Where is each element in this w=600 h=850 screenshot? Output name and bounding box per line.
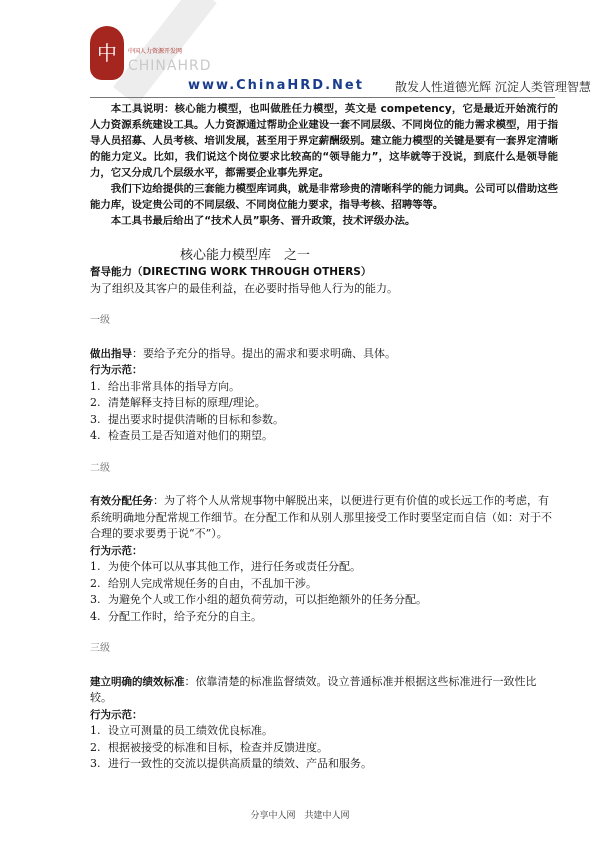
list-item: 1. 设立可测量的员工绩效优良标准。 bbox=[90, 724, 273, 737]
intro-paragraph-2: 我们下边给提供的三套能力模型库词典，就是非常珍贵的清晰科学的能力词典。公司可以借助这些能力库，设定贵公司的不同层级、不同岗位能力要求，指导考核、招聘等等。 bbox=[90, 183, 558, 211]
header-rule bbox=[90, 97, 555, 98]
logo-watermark: CHINAHRD bbox=[128, 58, 212, 74]
list-item: 1. 为使个体可以从事其他工作，进行任务或责任分配。 bbox=[90, 560, 361, 573]
list-item: 4. 检查员工是否知道对他们的期望。 bbox=[90, 429, 273, 442]
behavior-label: 行为示范： bbox=[90, 544, 143, 557]
level-label: 二级 bbox=[90, 462, 110, 474]
intro-paragraph-3: 本工具书最后给出了“技术人员”职务、晋升政策，技术评级办法。 bbox=[110, 215, 416, 227]
level-description: 建立明确的绩效标准：依靠清楚的标准监督绩效。设立普通标准并根据这些标准进行一致性比较。 bbox=[90, 674, 537, 704]
list-item: 2. 给别人完成常规任务的自由，不乱加干涉。 bbox=[90, 576, 317, 590]
list-item: 3. 提出要求时提供清晰的目标和参数。 bbox=[90, 412, 284, 426]
level-label: 一级 bbox=[90, 315, 110, 326]
list-item: 1. 给出非常具体的指导方向。 bbox=[90, 379, 240, 393]
level-term: 有效分配任务 bbox=[90, 495, 153, 507]
page-footer: 分享中人网 共建中人网 bbox=[250, 811, 350, 821]
site-url[interactable]: www.ChinaHRD.Net bbox=[188, 78, 364, 93]
page-header bbox=[0, 0, 600, 119]
level-description: 有效分配任务：为了将个人从常规事物中解脱出来，以便进行更有价值的或长远工作的考虑，有系统明确地分配常规工作细节。在分配工作和从别人那里接受工作时要坚定而自信（如：对于不合理的要求要勇于说“不”）。 bbox=[90, 494, 552, 540]
list-item: 3. 为避免个人或工作小组的超负荷劳动，可以拒绝额外的任务分配。 bbox=[90, 593, 427, 606]
list-item: 3. 进行一致性的交流以提供高质量的绩效、产品和服务。 bbox=[90, 757, 372, 770]
competency-title: 督导能力（DIRECTING WORK THROUGH OTHERS） bbox=[90, 266, 372, 278]
level-description: 做出指导：要给予充分的指导。提出的需求和要求明确、具体。 bbox=[90, 346, 396, 360]
tool-intro bbox=[90, 101, 558, 229]
list-item: 2. 根据被接受的标准和目标，检查并反馈进度。 bbox=[90, 740, 328, 754]
behavior-list bbox=[90, 723, 558, 773]
behavior-label: 行为示范： bbox=[90, 708, 143, 721]
list-item: 4. 分配工作时，给予充分的自主。 bbox=[90, 609, 262, 623]
behavior-list bbox=[90, 559, 558, 625]
intro-paragraph-1: 本工具说明：核心能力模型，也叫做胜任力模型，英文是 competency，它是最近开始流行的人力资源系统建设工具。人力资源通过帮助企业建设一套不同层级、不同岗位的能力需求模型，用于指导人员招募、人员考核、培训发展，甚至用于界定薪酬级别。建立能力模型的关键是要有一套界定清晰的能力定义。比如，我们说这个岗位要求比较高的“领导能力”，这毕就等于没说，到底什么是领导能力，它又分成几个层级水平，都需要企业事先界定。 bbox=[90, 103, 558, 179]
level-term: 建立明确的绩效标准 bbox=[90, 675, 185, 688]
site-slogan: 散发人性道德光辉 沉淀人类管理智慧 bbox=[395, 80, 591, 94]
list-item: 2. 清楚解释支持目标的原理/理论。 bbox=[90, 396, 266, 409]
competency-definition: 为了组织及其客户的最佳利益，在必要时指导他人行为的能力。 bbox=[90, 281, 398, 295]
chinahrd-logo: 中人 bbox=[90, 26, 124, 80]
behavior-list bbox=[90, 379, 558, 445]
level-label: 三级 bbox=[90, 643, 110, 654]
behavior-label: 行为示范： bbox=[90, 364, 143, 376]
library-title: 核心能力模型库 之一 bbox=[180, 248, 311, 263]
level-term: 做出指导 bbox=[90, 347, 132, 360]
competency-content bbox=[90, 264, 558, 773]
logo-caption: 中国人力资源开发网 bbox=[128, 48, 183, 55]
